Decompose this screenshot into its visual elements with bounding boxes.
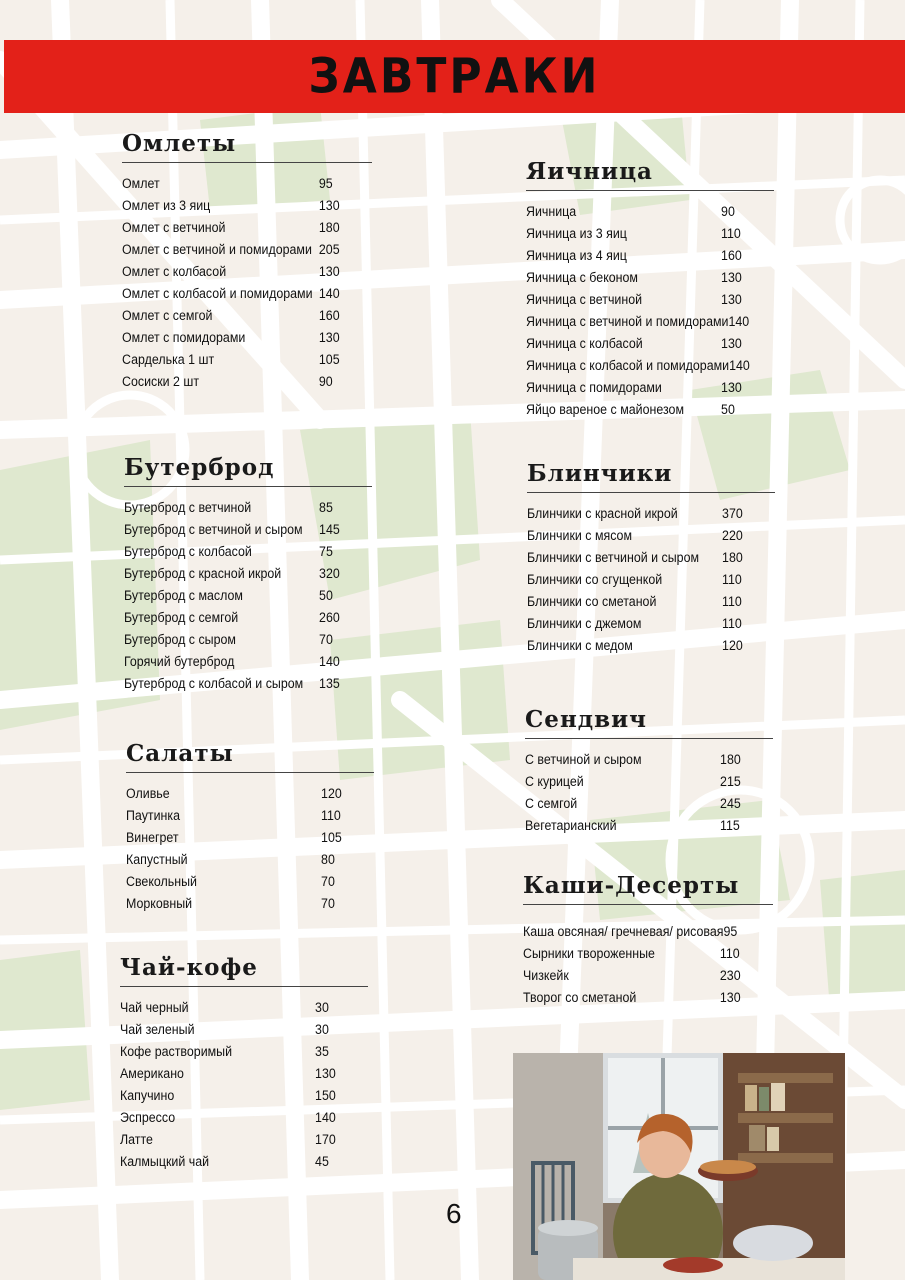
menu-item bbox=[526, 201, 754, 223]
item-name: Паутинка bbox=[126, 808, 181, 823]
item-price: 30 bbox=[315, 1000, 329, 1015]
item-name: Бутерброд с сыром bbox=[124, 632, 236, 647]
menu-item bbox=[526, 311, 754, 333]
item-price: 120 bbox=[722, 638, 743, 653]
menu-item bbox=[120, 1063, 348, 1085]
menu-item bbox=[126, 893, 354, 915]
menu-item bbox=[523, 921, 753, 943]
item-name: Чай зеленый bbox=[120, 1022, 195, 1037]
item-name: Яичница с ветчиной и помидорами bbox=[526, 314, 729, 329]
item-price: 145 bbox=[319, 522, 340, 537]
item-price: 105 bbox=[318, 352, 340, 367]
menu-item bbox=[124, 585, 352, 607]
menu-item bbox=[523, 943, 753, 965]
item-name: Чизкейк bbox=[523, 968, 569, 983]
item-price: 130 bbox=[318, 330, 340, 345]
menu-item bbox=[526, 245, 754, 267]
menu-item bbox=[122, 327, 352, 349]
section-title: Яичница bbox=[526, 158, 653, 185]
item-price: 90 bbox=[721, 204, 735, 219]
item-name: Омлет с колбасой bbox=[122, 264, 227, 279]
menu-item bbox=[122, 261, 352, 283]
item-price: 70 bbox=[319, 632, 333, 647]
item-price: 130 bbox=[721, 270, 742, 285]
section-divider bbox=[122, 162, 372, 163]
item-name: Бутерброд с маслом bbox=[124, 588, 243, 603]
item-name: Бутерброд с красной икрой bbox=[124, 566, 282, 581]
item-name: Свекольный bbox=[126, 874, 197, 889]
item-price: 135 bbox=[319, 676, 340, 691]
item-name: Яйцо вареное с майонезом bbox=[526, 402, 684, 417]
item-name: С курицей bbox=[525, 774, 584, 789]
section-porridge-desserts bbox=[523, 872, 773, 1009]
menu-item bbox=[126, 827, 354, 849]
page-number: 6 bbox=[446, 1198, 462, 1229]
item-name: Яичница из 3 яиц bbox=[526, 226, 627, 241]
menu-item bbox=[126, 783, 354, 805]
menu-item bbox=[126, 849, 354, 871]
item-price: 130 bbox=[721, 292, 742, 307]
menu-item bbox=[525, 749, 753, 771]
menu-item bbox=[525, 815, 753, 837]
menu-item bbox=[122, 283, 352, 305]
menu-item bbox=[527, 635, 755, 657]
menu-item bbox=[525, 793, 753, 815]
section-sandwiches bbox=[124, 454, 372, 695]
item-name: Омлет с помидорами bbox=[122, 330, 246, 345]
item-price: 160 bbox=[721, 248, 742, 263]
menu-item bbox=[527, 591, 755, 613]
item-price: 130 bbox=[315, 1066, 336, 1081]
item-price: 110 bbox=[719, 946, 740, 961]
menu-item bbox=[124, 541, 352, 563]
menu-item bbox=[526, 399, 754, 421]
section-divider bbox=[526, 190, 774, 191]
item-name: Яичница с ветчиной bbox=[526, 292, 643, 307]
menu-item bbox=[525, 771, 753, 793]
menu-item bbox=[526, 355, 754, 377]
section-divider bbox=[126, 772, 374, 773]
item-price: 70 bbox=[321, 896, 335, 911]
menu-item bbox=[122, 173, 352, 195]
item-price: 90 bbox=[318, 374, 333, 389]
menu-item bbox=[523, 965, 753, 987]
item-name: Блинчики с ветчиной и сыром bbox=[527, 550, 700, 565]
item-price: 130 bbox=[318, 264, 340, 279]
item-name: Сырники твороженные bbox=[523, 946, 655, 961]
menu-item bbox=[526, 289, 754, 311]
menu-item bbox=[527, 569, 755, 591]
item-price: 95 bbox=[318, 176, 333, 191]
menu-item bbox=[126, 805, 354, 827]
item-name: Морковный bbox=[126, 896, 193, 911]
item-price: 50 bbox=[721, 402, 735, 417]
item-price: 140 bbox=[728, 314, 750, 329]
item-name: Бутерброд с ветчиной bbox=[124, 500, 252, 515]
item-price: 115 bbox=[720, 818, 740, 833]
section-sandwich bbox=[525, 706, 773, 837]
item-price: 140 bbox=[729, 358, 750, 373]
item-name: Капустный bbox=[126, 852, 188, 867]
item-name: Блинчики с мясом bbox=[527, 528, 633, 543]
item-price: 150 bbox=[315, 1088, 336, 1103]
item-price: 70 bbox=[321, 874, 335, 889]
item-price: 170 bbox=[315, 1132, 336, 1147]
item-name: Яичница с помидорами bbox=[526, 380, 662, 395]
menu-item bbox=[120, 1041, 348, 1063]
item-name: Винегрет bbox=[126, 830, 179, 845]
item-name: Бутерброд с ветчиной и сыром bbox=[124, 522, 303, 537]
item-name: Американо bbox=[120, 1066, 184, 1081]
item-price: 75 bbox=[319, 544, 333, 559]
item-price: 110 bbox=[722, 616, 742, 631]
item-price: 180 bbox=[318, 220, 340, 235]
item-price: 130 bbox=[721, 380, 742, 395]
item-price: 110 bbox=[721, 226, 741, 241]
item-name: Каша овсяная/ гречневая/ рисовая bbox=[523, 924, 724, 939]
menu-item bbox=[120, 1107, 348, 1129]
item-name: Калмыцкий чай bbox=[120, 1154, 210, 1169]
item-name: С ветчиной и сыром bbox=[525, 752, 642, 767]
item-name: Латте bbox=[120, 1132, 153, 1147]
item-price: 260 bbox=[319, 610, 340, 625]
item-name: Блинчики с джемом bbox=[527, 616, 642, 631]
breakfast-photo bbox=[513, 1053, 845, 1280]
item-price: 230 bbox=[719, 968, 741, 983]
item-name: Яичница с беконом bbox=[526, 270, 638, 285]
item-price: 140 bbox=[318, 286, 340, 301]
section-omelets bbox=[122, 130, 372, 393]
page-title: ЗАВТРАКИ bbox=[308, 48, 601, 105]
menu-item bbox=[526, 333, 754, 355]
item-name: Омлет из 3 яиц bbox=[122, 198, 211, 213]
item-name: Омлет с семгой bbox=[122, 308, 213, 323]
item-name: Бутерброд с колбасой и сыром bbox=[124, 676, 304, 691]
item-name: Омлет с ветчиной bbox=[122, 220, 226, 235]
header-banner bbox=[4, 40, 905, 113]
section-divider bbox=[527, 492, 775, 493]
item-price: 30 bbox=[315, 1022, 329, 1037]
item-price: 130 bbox=[721, 336, 742, 351]
menu-item bbox=[527, 613, 755, 635]
menu-item bbox=[120, 1151, 348, 1173]
item-name: Омлет с ветчиной и помидорами bbox=[122, 242, 312, 257]
item-price: 105 bbox=[321, 830, 342, 845]
section-title: Сендвич bbox=[525, 706, 647, 733]
item-price: 95 bbox=[723, 924, 738, 939]
section-divider bbox=[523, 904, 773, 905]
item-name: Яичница из 4 яиц bbox=[526, 248, 627, 263]
item-price: 220 bbox=[722, 528, 743, 543]
section-title: Бутерброд bbox=[124, 454, 275, 481]
menu-item bbox=[124, 651, 352, 673]
section-title: Омлеты bbox=[122, 130, 237, 157]
menu-item bbox=[526, 223, 754, 245]
item-price: 85 bbox=[319, 500, 333, 515]
menu-item bbox=[527, 503, 755, 525]
section-fried-eggs bbox=[526, 158, 774, 421]
menu-item bbox=[122, 349, 352, 371]
item-name: Творог со сметаной bbox=[523, 990, 637, 1005]
menu-item bbox=[124, 629, 352, 651]
item-price: 80 bbox=[321, 852, 335, 867]
item-name: Блинчики с красной икрой bbox=[527, 506, 678, 521]
photo-illustration bbox=[513, 1053, 845, 1280]
item-name: Горячий бутерброд bbox=[124, 654, 235, 669]
item-price: 130 bbox=[318, 198, 340, 213]
item-price: 205 bbox=[318, 242, 340, 257]
section-pancakes bbox=[527, 460, 775, 657]
item-name: Бутерброд с семгой bbox=[124, 610, 239, 625]
menu-item bbox=[527, 547, 755, 569]
item-price: 110 bbox=[722, 572, 742, 587]
item-name: С семгой bbox=[525, 796, 578, 811]
section-title: Каши-Десерты bbox=[523, 872, 740, 899]
item-name: Омлет bbox=[122, 176, 160, 191]
menu-item bbox=[122, 305, 352, 327]
item-name: Сосиски 2 шт bbox=[122, 374, 200, 389]
menu-item bbox=[526, 267, 754, 289]
section-tea-coffee bbox=[120, 954, 368, 1173]
menu-item bbox=[527, 525, 755, 547]
menu-item bbox=[122, 195, 352, 217]
item-name: Бутерброд с колбасой bbox=[124, 544, 252, 559]
item-price: 130 bbox=[719, 990, 741, 1005]
item-price: 110 bbox=[321, 808, 341, 823]
item-name: Блинчики со сгущенкой bbox=[527, 572, 663, 587]
item-price: 180 bbox=[720, 752, 741, 767]
item-name: Омлет с колбасой и помидорами bbox=[122, 286, 313, 301]
menu-item bbox=[526, 377, 754, 399]
section-title: Блинчики bbox=[527, 460, 673, 487]
menu-item bbox=[120, 997, 348, 1019]
section-title: Салаты bbox=[126, 740, 234, 767]
menu-item bbox=[122, 371, 352, 393]
menu-item bbox=[120, 1019, 348, 1041]
item-name: Вегетарианский bbox=[525, 818, 617, 833]
menu-item bbox=[124, 673, 352, 695]
item-name: Яичница с колбасой и помидорами bbox=[526, 358, 730, 373]
item-price: 140 bbox=[315, 1110, 336, 1125]
menu-item bbox=[523, 987, 753, 1009]
item-name: Оливье bbox=[126, 786, 170, 801]
item-price: 140 bbox=[319, 654, 340, 669]
item-price: 35 bbox=[315, 1044, 329, 1059]
item-name: Эспрессо bbox=[120, 1110, 176, 1125]
item-name: Яичница bbox=[526, 204, 577, 219]
item-price: 110 bbox=[722, 594, 742, 609]
item-name: Кофе растворимый bbox=[120, 1044, 233, 1059]
menu-item bbox=[120, 1085, 348, 1107]
menu-item bbox=[126, 871, 354, 893]
item-price: 180 bbox=[722, 550, 743, 565]
item-price: 320 bbox=[319, 566, 340, 581]
item-name: Капучино bbox=[120, 1088, 175, 1103]
section-divider bbox=[124, 486, 372, 487]
menu-item bbox=[122, 239, 352, 261]
section-divider bbox=[525, 738, 773, 739]
item-name: Сарделька 1 шт bbox=[122, 352, 215, 367]
menu-item bbox=[124, 519, 352, 541]
item-price: 50 bbox=[319, 588, 333, 603]
section-divider bbox=[120, 986, 368, 987]
item-name: Чай черный bbox=[120, 1000, 189, 1015]
menu-item bbox=[124, 563, 352, 585]
item-name: Блинчики с медом bbox=[527, 638, 633, 653]
item-name: Блинчики со сметаной bbox=[527, 594, 657, 609]
menu-item bbox=[122, 217, 352, 239]
section-salads bbox=[126, 740, 374, 915]
item-price: 245 bbox=[720, 796, 741, 811]
section-title: Чай-кофе bbox=[120, 954, 258, 981]
item-price: 45 bbox=[315, 1154, 329, 1169]
item-price: 160 bbox=[318, 308, 340, 323]
menu-item bbox=[120, 1129, 348, 1151]
item-price: 120 bbox=[321, 786, 342, 801]
item-name: Яичница с колбасой bbox=[526, 336, 643, 351]
item-price: 370 bbox=[722, 506, 743, 521]
menu-item bbox=[124, 607, 352, 629]
menu-item bbox=[124, 497, 352, 519]
item-price: 215 bbox=[720, 774, 741, 789]
